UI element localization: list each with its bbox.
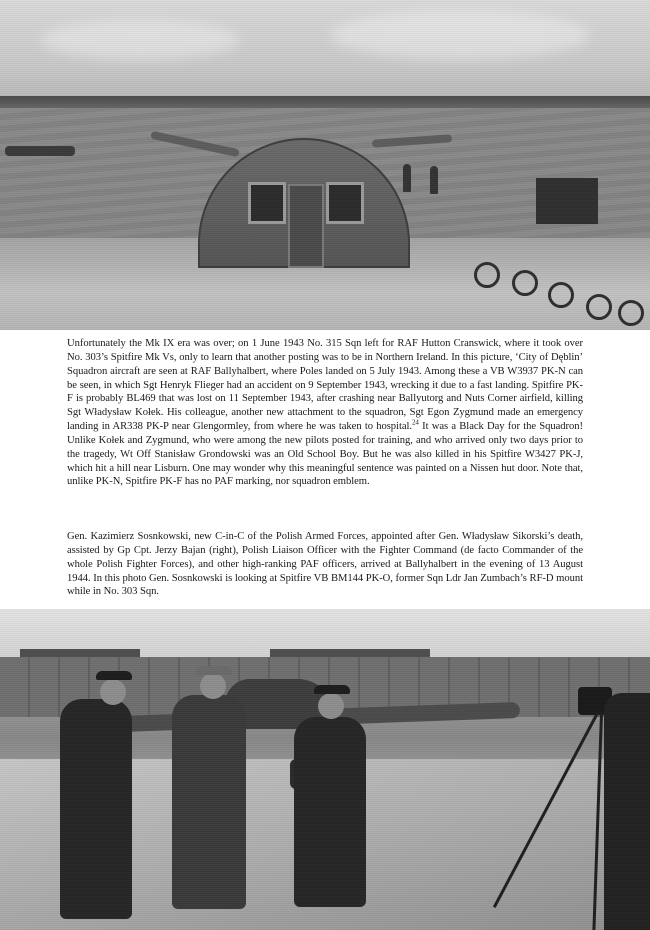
photo-nissen-hut-airfield <box>0 0 650 330</box>
caption-1-part-1: Unfortunately the Mk IX era was over; on 1 June 1943 No. 315 Sqn left for RAF Hutton Cranswick, where it took over No. 303’s Spitfire Mk Vs, only to learn that another posting was to be in Northern Ireland. In this picture, ‘City of Dęblin’ Squadron aircraft are seen at RAF Ballyhalbert, where Poles landed on 5 July 1943. Among these a VB W3937 PK-N can be seen, in which Sgt Henryk Flieger had an accident on 9 September 1943, wrecking it due to a fast landing. Spitfire PK-F is probably BL469 that was lost on 11 September 1943, after crashing near Ballyutorg and Nuts Corner airfield, killing Sgt Władysław Kołek. His colleague, another new attachment to the squadron, Sgt Egon Zygmund made an emergency landing in AR338 PK-P near Glengormley, from where he was taken to hospital. <box>67 338 583 433</box>
caption-1-part-2: It was a Black Day for the Squadron! Unlike Kołek and Zygmund, who were among the new pilots posted for training, and who arrived only two days prior to the tragedy, Wt Off Stanisław Grondowski was an Old School Boy. But he was also killed in his Spitfire W3427 PK-J, which hit a hill near Lisburn. One may wonder why this meaningful sentence was painted on a Nissen hut door. Note that, unlike PK-N, Spitfire PK-F has no PAF marking, nor squadron emblem. <box>67 421 583 488</box>
caption-ballyhalbert <box>67 337 583 489</box>
photo-grain <box>0 609 650 930</box>
photo-grain <box>0 0 650 330</box>
photo-officers-spitfire <box>0 609 650 930</box>
footnote-marker: 24 <box>411 418 419 427</box>
caption-sosnkowski-visit: Gen. Kazimierz Sosnkowski, new C-in-C of the Polish Armed Forces, appointed after Gen. Władysław Sikorski’s death, assisted by Gp Cpt. Jerzy Bajan (right), Polish Liaison Officer with the Fighter Command (de facto Commander of the whole Polish Fighter Forces), and other high-ranking PAF officers, arrived at Ballyhalbert in the evening of 13 August 1944. In this photo Gen. Sosnkowski is looking at Spitfire VB BM144 PK-O, former Sqn Ldr Jan Zumbach’s RF-D mount while in No. 303 Sqn. <box>67 531 583 598</box>
